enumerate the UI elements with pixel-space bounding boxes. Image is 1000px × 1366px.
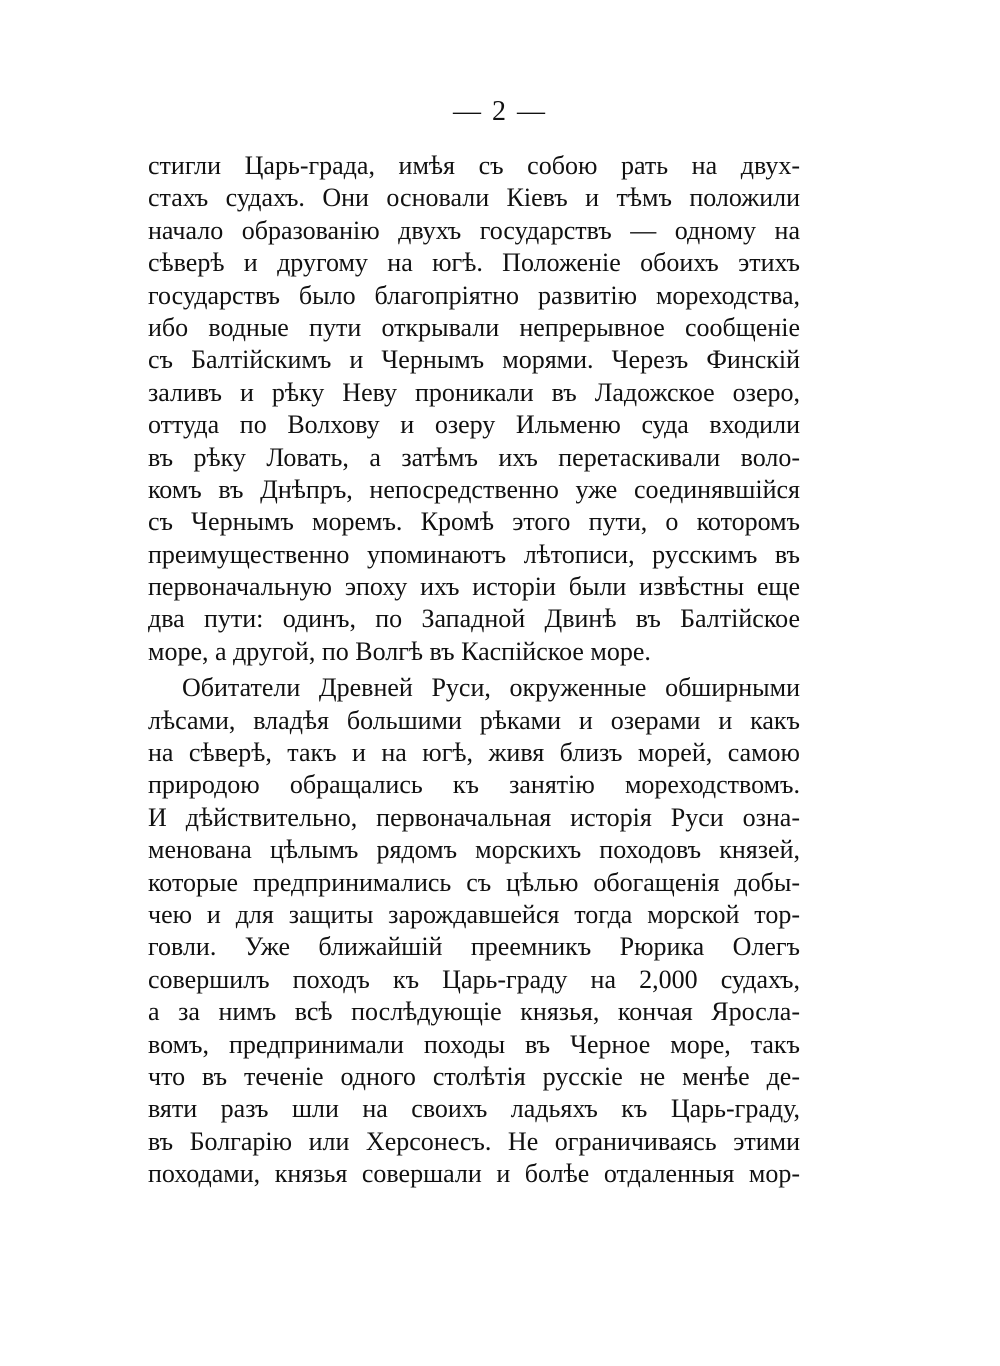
text-line: стигли Царь-града, имѣя съ собою рать на двух-	[148, 151, 800, 180]
paragraph-2	[148, 672, 800, 1190]
text-line: море, а другой, по Волгѣ въ Каспійское море.	[148, 636, 651, 666]
page-number: — 2 —	[453, 96, 547, 127]
text-line: въ Болгарію или Херсонесъ. Не ограничиваясь этими	[148, 1126, 800, 1156]
text-line: стахъ судахъ. Они основали Кіевъ и тѣмъ положили	[148, 183, 800, 213]
text-line: что въ теченіе одного столѣтія русскіе не менѣе де-	[148, 1061, 800, 1091]
paragraph-1	[148, 150, 800, 668]
text-line: совершилъ походъ къ Царь-граду на 2,000 судахъ,	[148, 964, 800, 994]
text-line: природою обращались къ занятію мореходствомъ.	[148, 770, 800, 800]
text-line: лѣсами, владѣя большими рѣками и озерами и какъ	[148, 705, 800, 735]
text-line: государствъ было благопріятно развитію мореходства,	[148, 280, 800, 310]
text-line: чею и для защиты зарождавшейся тогда морской тор-	[148, 899, 800, 929]
text-line: которые предпринимались съ цѣлью обогащенія добы-	[148, 867, 800, 897]
text-line: оттуда по Волхову и озеру Ильменю суда входили	[148, 410, 800, 440]
text-line: заливъ и рѣку Неву проникали въ Ладожское озеро,	[148, 377, 800, 407]
text-line: съ Балтійскимъ и Чернымъ морями. Черезъ Финскій	[148, 345, 800, 375]
text-line: преимущественно упоминаютъ лѣтописи, русскимъ въ	[148, 539, 800, 569]
text-line: а за нимъ всѣ послѣдующіе князья, кончая Яросла-	[148, 997, 800, 1027]
text-line: первоначальную эпоху ихъ исторіи были извѣстны еще	[148, 572, 800, 602]
text-line: начало образованію двухъ государствъ — одному на	[148, 215, 800, 245]
text-line: съ Чернымъ моремъ. Кромѣ этого пути, о которомъ	[148, 507, 800, 537]
text-line: комъ въ Днѣпръ, непосредственно уже соединявшійся	[148, 474, 800, 504]
body-text	[148, 150, 800, 1191]
text-line: говли. Уже ближайшій преемникъ Рюрика Олегъ	[148, 932, 800, 962]
text-line: ибо водные пути открывали непрерывное сообщеніе	[148, 312, 800, 342]
text-line: вяти разъ шли на своихъ ладьяхъ къ Царь-граду,	[148, 1094, 800, 1124]
text-line: менована цѣлымъ рядомъ морскихъ походовъ князей,	[148, 835, 800, 865]
text-line: вомъ, предпринимали походы въ Черное море, такъ	[148, 1029, 800, 1059]
text-line: на сѣверѣ, такъ и на югѣ, живя близъ морей, самою	[148, 738, 800, 768]
text-line: И дѣйствительно, первоначальная исторія Руси озна-	[148, 802, 800, 832]
text-line: два пути: одинъ, по Западной Двинѣ въ Балтійское	[148, 604, 800, 634]
text-line: Обитатели Древней Руси, окруженные обширными	[182, 673, 800, 703]
text-line: походами, князья совершали и болѣе отдаленныя мор-	[148, 1159, 800, 1189]
text-line: сѣверѣ и другому на югѣ. Положеніе обоихъ этихъ	[148, 248, 800, 278]
text-line: въ рѣку Ловать, а затѣмъ ихъ перетаскивали воло-	[148, 442, 800, 472]
